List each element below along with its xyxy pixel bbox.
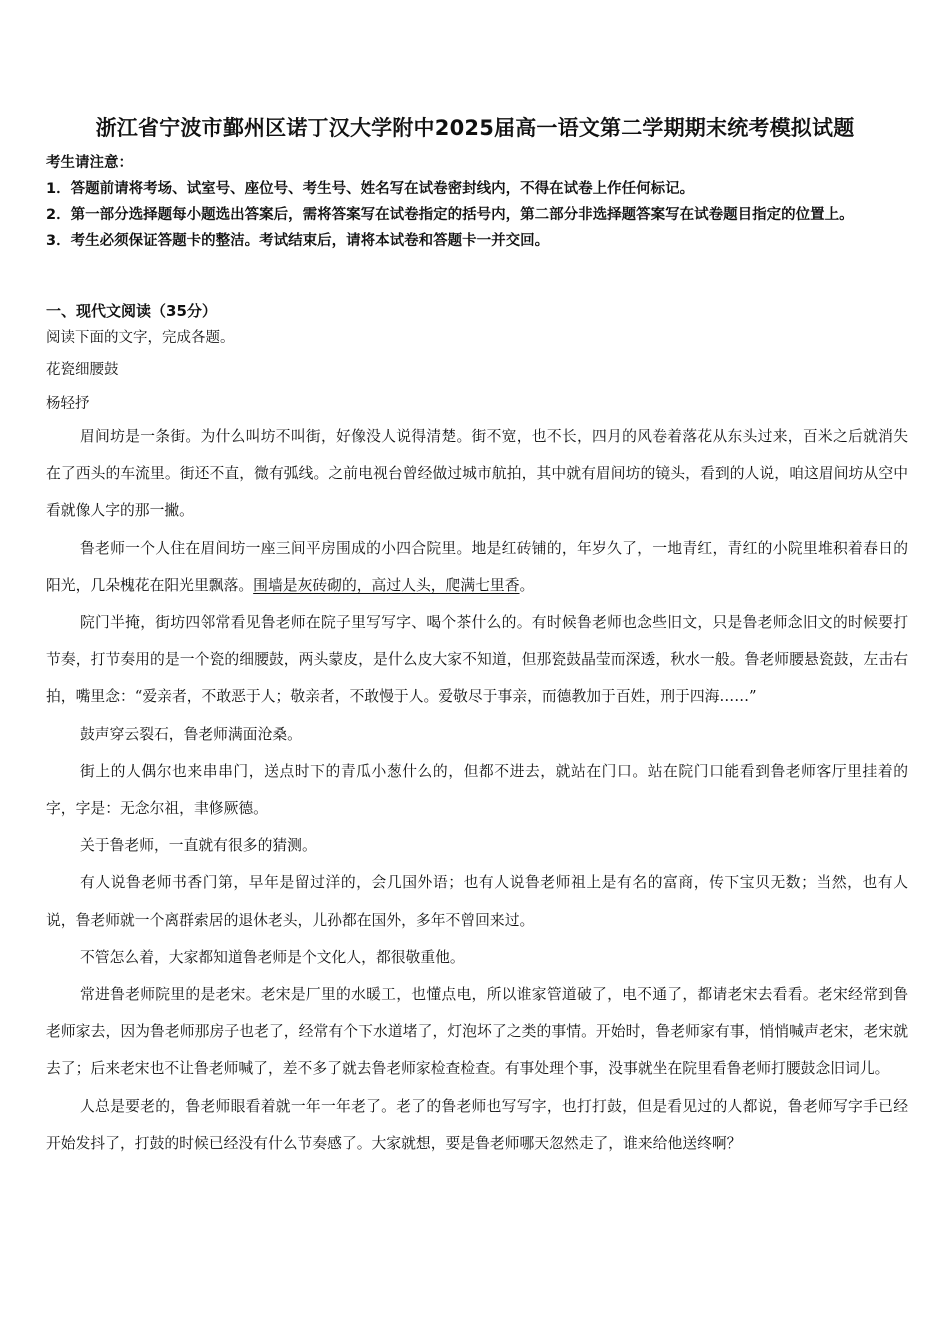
notice-heading: 考生请注意： bbox=[46, 155, 133, 171]
paragraph: 常进鲁老师院里的是老宋。老宋是厂里的水暖工，也懂点电，所以谁家管道破了，电不通了，都请老宋去看看。老宋经常到鲁老师家去，因为鲁老师那房子也老了，经常有个下水道堵了，灯泡坏了之类的事情。开始时，鲁老师家有事，悄悄喊声老宋，老宋就去了；后来老宋也不让鲁老师喊了，差不多了就去鲁老师家检查检查。有事处理个事，没事就坐在院里看鲁老师打腰鼓念旧词儿。 bbox=[46, 986, 908, 1078]
paragraph: 鼓声穿云裂石，鲁老师满面沧桑。 bbox=[80, 725, 302, 743]
paragraph-text: 。 bbox=[519, 576, 535, 594]
notice-item: 2．第一部分选择题每小题选出答案后，需将答案写在试卷指定的括号内，第二部分非选择题答案写在试卷题目指定的位置上。 bbox=[46, 207, 854, 223]
paragraph: 街上的人偶尔也来串串门，送点时下的青瓜小葱什么的，但都不进去，就站在门口。站在院门口能看到鲁老师客厅里挂着的字，字是：无念尔祖，聿修厥德。 bbox=[46, 762, 908, 818]
passage-author: 杨轻抒 bbox=[46, 396, 90, 412]
passage-body bbox=[46, 418, 908, 1162]
reading-instruction: 阅读下面的文字，完成各题。 bbox=[46, 330, 235, 346]
paragraph: 眉间坊是一条街。为什么叫坊不叫街，好像没人说得清楚。街不宽，也不长，四月的风卷着落花从东头过来，百米之后就消失在了西头的车流里。街还不直，微有弧线。之前电视台曾经做过城市航拍，其中就有眉间坊的镜头，看到的人说，咱这眉间坊从空中看就像人字的那一撇。 bbox=[46, 428, 908, 520]
notice-item: 3．考生必须保证答题卡的整洁。考试结束后，请将本试卷和答题卡一并交回。 bbox=[46, 233, 550, 249]
section-heading: 一、现代文阅读（35分） bbox=[46, 302, 217, 320]
paragraph bbox=[46, 530, 908, 604]
notice-block bbox=[46, 150, 906, 254]
paragraph: 人总是要老的，鲁老师眼看着就一年一年老了。老了的鲁老师也写写字，也打打鼓，但是看见过的人都说，鲁老师写字手已经开始发抖了，打鼓的时候已经没有什么节奏感了。大家就想，要是鲁老师哪天忽然走了，谁来给他送终啊？ bbox=[46, 1097, 908, 1152]
passage-title: 花瓷细腰鼓 bbox=[46, 362, 119, 378]
underlined-sentence: 围墙是灰砖砌的，高过人头，爬满七里香 bbox=[253, 576, 520, 594]
paragraph: 有人说鲁老师书香门第，早年是留过洋的，会几国外语；也有人说鲁老师祖上是有名的富商，传下宝贝无数；当然，也有人说，鲁老师就一个离群索居的退休老头，儿孙都在国外，多年不曾回来过。 bbox=[46, 874, 908, 929]
paragraph: 不管怎么着，大家都知道鲁老师是个文化人，都很敬重他。 bbox=[80, 948, 465, 966]
exam-title: 浙江省宁波市鄞州区诺丁汉大学附中2025届高一语文第二学期期末统考模拟试题 bbox=[95, 116, 855, 140]
notice-item: 1．答题前请将考场、试室号、座位号、考生号、姓名写在试卷密封线内，不得在试卷上作任何标记。 bbox=[46, 181, 695, 197]
paragraph: 院门半掩，街坊四邻常看见鲁老师在院子里写写字、喝个茶什么的。有时候鲁老师也念些旧文，只是鲁老师念旧文的时候要打节奏，打节奏用的是一个瓷的细腰鼓，两头蒙皮，是什么皮大家不知道，但那瓷鼓晶莹而深透，秋水一般。鲁老师腰悬瓷鼓，左击右拍，嘴里念：“爱亲者，不敢恶于人；敬亲者，不敢慢于人。爱敬尽于事亲，而德教加于百姓，刑于四海……” bbox=[46, 614, 908, 706]
paragraph: 关于鲁老师，一直就有很多的猜测。 bbox=[80, 837, 317, 855]
paragraph-text: 鲁老师一个人住在眉间坊一座三间平房围成的小四合院里。地是红砖铺的，年岁久了，一地青红，青红的小院里堆积着春日的阳光，几朵槐花在阳光里飘落。 bbox=[46, 539, 908, 594]
